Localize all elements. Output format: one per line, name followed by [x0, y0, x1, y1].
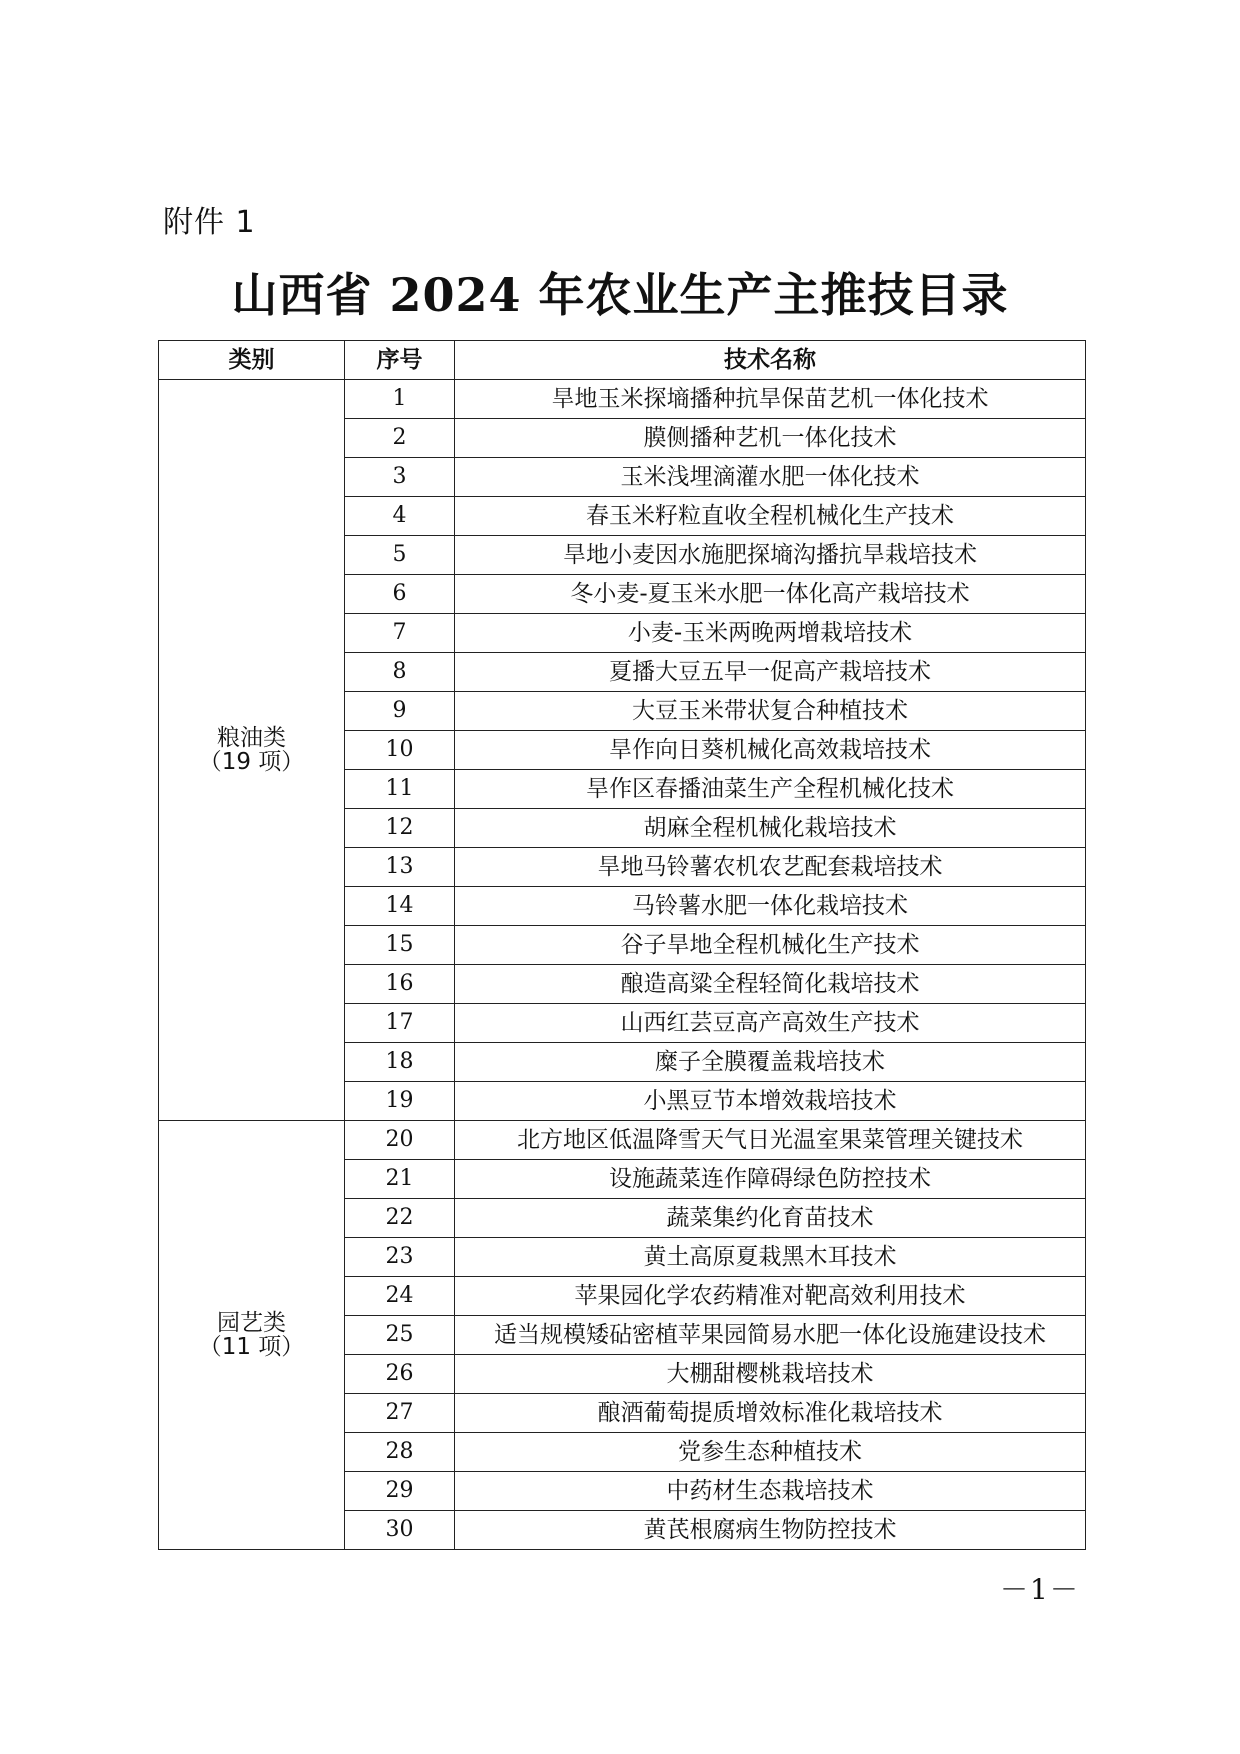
technology-name: 膜侧播种艺机一体化技术	[455, 419, 1086, 458]
category-name: 粮油类	[217, 725, 286, 751]
row-number: 1	[345, 380, 455, 419]
category-cell	[159, 1121, 345, 1550]
technology-name: 旱地小麦因水施肥探墒沟播抗旱栽培技术	[455, 536, 1086, 575]
header-category: 类别	[159, 341, 345, 380]
row-number: 22	[345, 1199, 455, 1238]
technology-name: 春玉米籽粒直收全程机械化生产技术	[455, 497, 1086, 536]
row-number: 8	[345, 653, 455, 692]
technology-name: 玉米浅埋滴灌水肥一体化技术	[455, 458, 1086, 497]
table-row	[159, 1121, 1086, 1160]
row-number: 10	[345, 731, 455, 770]
technology-name: 苹果园化学农药精准对靶高效利用技术	[455, 1277, 1086, 1316]
table-body	[159, 380, 1086, 1550]
row-number: 7	[345, 614, 455, 653]
row-number: 21	[345, 1160, 455, 1199]
technology-name: 北方地区低温降雪天气日光温室果菜管理关键技术	[455, 1121, 1086, 1160]
technology-name: 谷子旱地全程机械化生产技术	[455, 926, 1086, 965]
row-number: 5	[345, 536, 455, 575]
row-number: 28	[345, 1433, 455, 1472]
row-number: 13	[345, 848, 455, 887]
technology-name: 旱作区春播油菜生产全程机械化技术	[455, 770, 1086, 809]
technology-name: 中药材生态栽培技术	[455, 1472, 1086, 1511]
row-number: 25	[345, 1316, 455, 1355]
category-cell	[159, 380, 345, 1121]
header-number: 序号	[345, 341, 455, 380]
technology-name: 适当规模矮砧密植苹果园简易水肥一体化设施建设技术	[455, 1316, 1086, 1355]
row-number: 19	[345, 1082, 455, 1121]
row-number: 4	[345, 497, 455, 536]
technology-name: 酿造高粱全程轻简化栽培技术	[455, 965, 1086, 1004]
page-number: －1－	[1000, 1573, 1080, 1606]
technology-name: 夏播大豆五早一促高产栽培技术	[455, 653, 1086, 692]
technology-name: 冬小麦-夏玉米水肥一体化高产栽培技术	[455, 575, 1086, 614]
technology-name: 糜子全膜覆盖栽培技术	[455, 1043, 1086, 1082]
row-number: 29	[345, 1472, 455, 1511]
technology-name: 大棚甜樱桃栽培技术	[455, 1355, 1086, 1394]
technology-name: 小黑豆节本增效栽培技术	[455, 1082, 1086, 1121]
row-number: 20	[345, 1121, 455, 1160]
row-number: 23	[345, 1238, 455, 1277]
row-number: 30	[345, 1511, 455, 1550]
technology-name: 山西红芸豆高产高效生产技术	[455, 1004, 1086, 1043]
row-number: 27	[345, 1394, 455, 1433]
technology-name: 旱地玉米探墒播种抗旱保苗艺机一体化技术	[455, 380, 1086, 419]
row-number: 14	[345, 887, 455, 926]
row-number: 9	[345, 692, 455, 731]
technology-name: 酿酒葡萄提质增效标准化栽培技术	[455, 1394, 1086, 1433]
technology-name: 黄芪根腐病生物防控技术	[455, 1511, 1086, 1550]
row-number: 24	[345, 1277, 455, 1316]
technology-name: 黄土高原夏栽黑木耳技术	[455, 1238, 1086, 1277]
row-number: 11	[345, 770, 455, 809]
row-number: 17	[345, 1004, 455, 1043]
technology-name: 马铃薯水肥一体化栽培技术	[455, 887, 1086, 926]
technology-name: 设施蔬菜连作障碍绿色防控技术	[455, 1160, 1086, 1199]
category-count: （19 项）	[198, 749, 305, 775]
technology-name: 党参生态种植技术	[455, 1433, 1086, 1472]
technology-catalog-table	[158, 340, 1086, 1550]
row-number: 2	[345, 419, 455, 458]
row-number: 18	[345, 1043, 455, 1082]
row-number: 26	[345, 1355, 455, 1394]
technology-name: 小麦-玉米两晚两增栽培技术	[455, 614, 1086, 653]
category-count: （11 项）	[198, 1334, 305, 1360]
header-name: 技术名称	[455, 341, 1086, 380]
table-row	[159, 380, 1086, 419]
row-number: 12	[345, 809, 455, 848]
row-number: 6	[345, 575, 455, 614]
row-number: 3	[345, 458, 455, 497]
row-number: 15	[345, 926, 455, 965]
attachment-label: 附件 1	[163, 205, 256, 240]
technology-name: 胡麻全程机械化栽培技术	[455, 809, 1086, 848]
table-header-row	[159, 341, 1086, 380]
row-number: 16	[345, 965, 455, 1004]
technology-name: 旱作向日葵机械化高效栽培技术	[455, 731, 1086, 770]
page-title: 山西省 2024 年农业生产主推技目录	[231, 268, 1009, 322]
technology-name: 旱地马铃薯农机农艺配套栽培技术	[455, 848, 1086, 887]
technology-name: 大豆玉米带状复合种植技术	[455, 692, 1086, 731]
technology-name: 蔬菜集约化育苗技术	[455, 1199, 1086, 1238]
category-name: 园艺类	[217, 1310, 286, 1336]
